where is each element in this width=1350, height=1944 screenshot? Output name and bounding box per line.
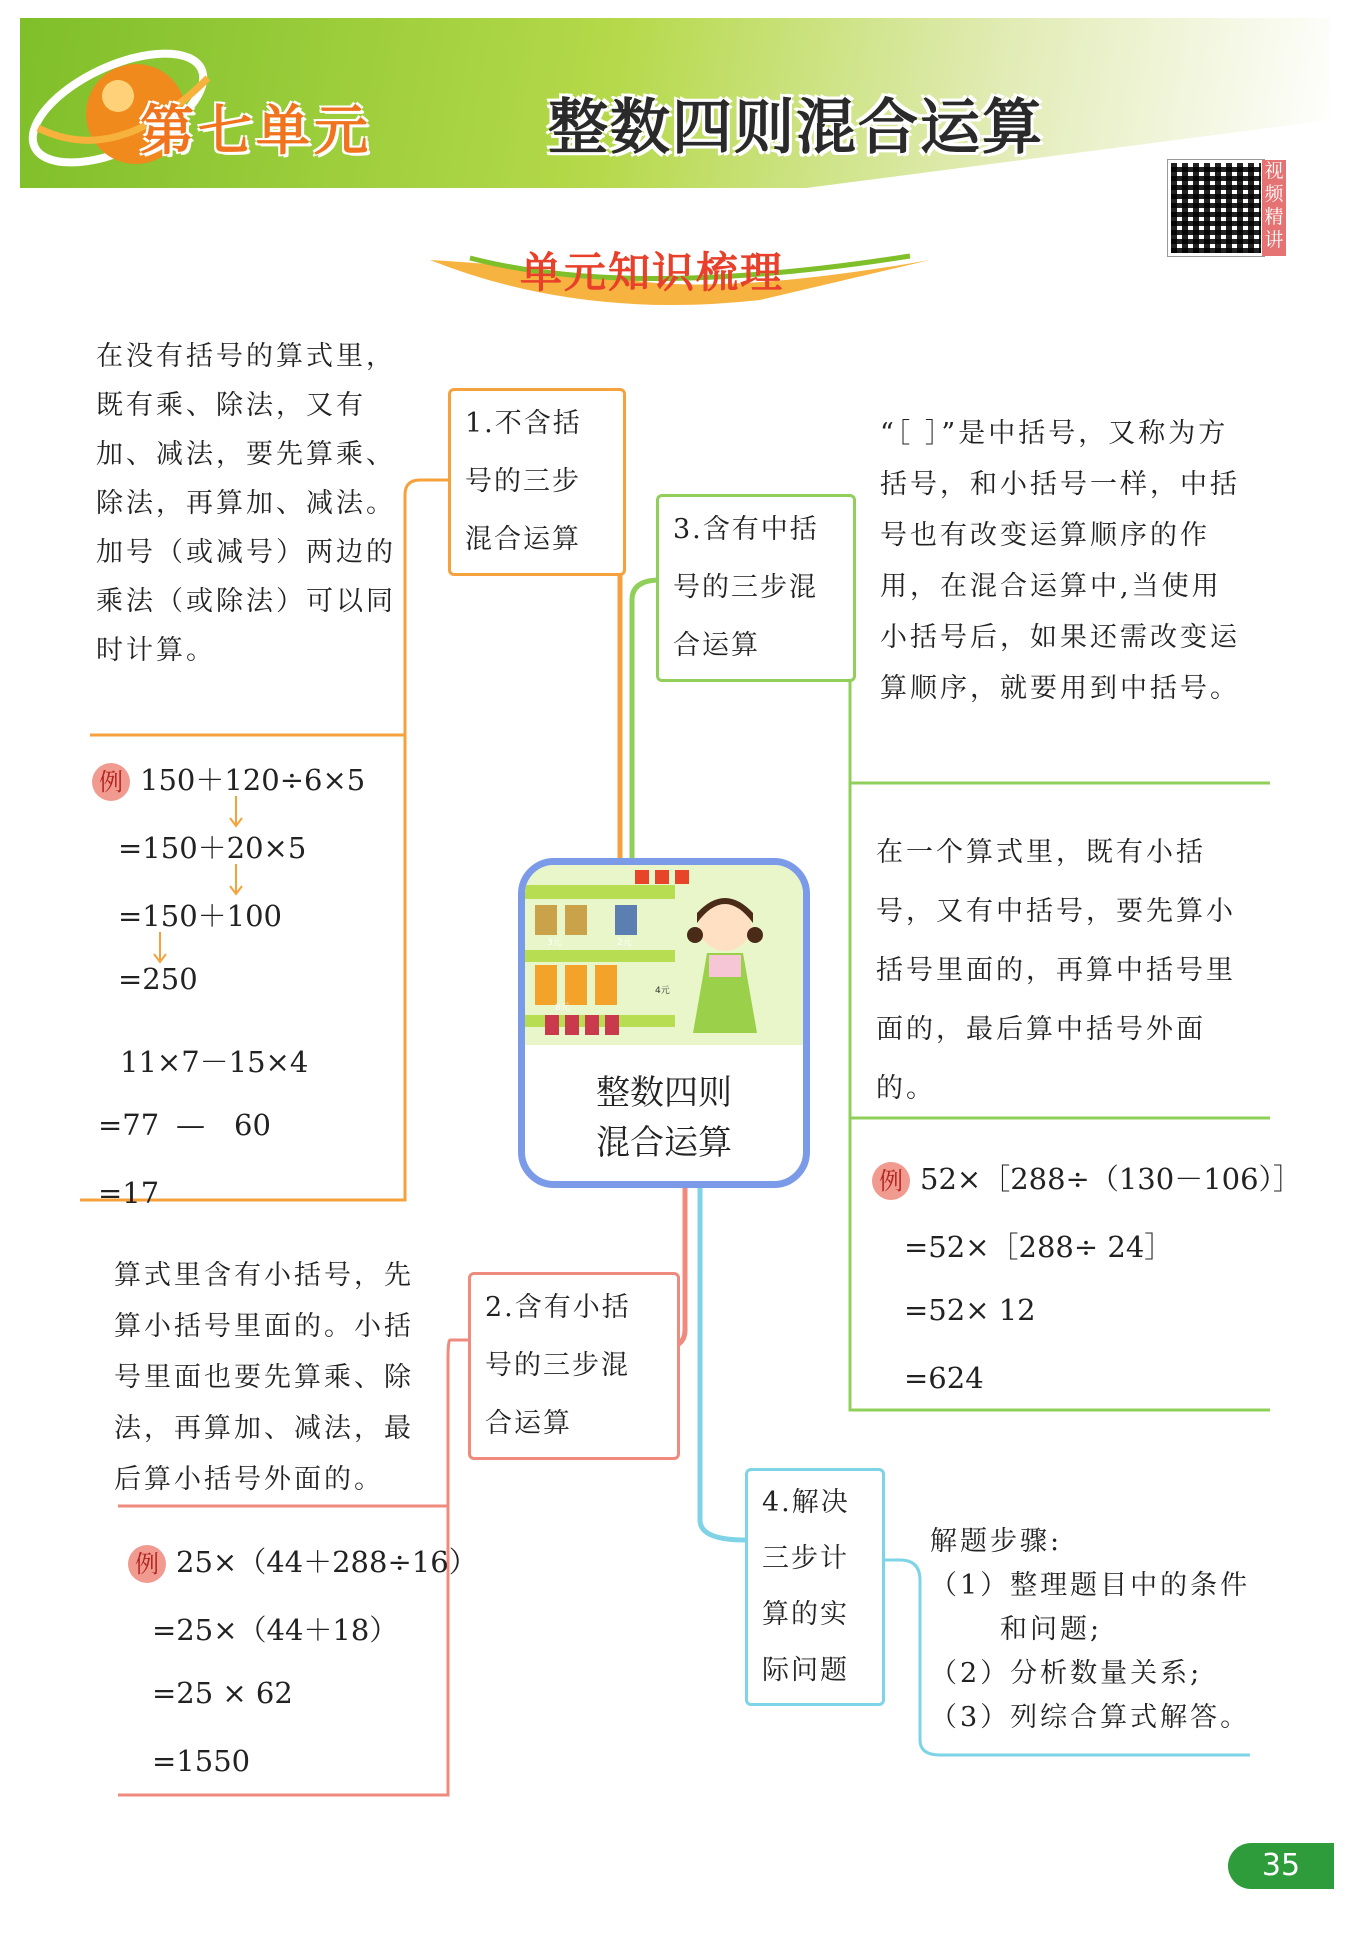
steps-title: 解题步骤: bbox=[930, 1526, 1063, 1557]
node4-steps bbox=[930, 1520, 1270, 1740]
node1-label-line: 号的三步 bbox=[465, 466, 581, 497]
node2-rule-text: 算式里含有小括号，先算小括号里面的。小括号里面也要先算乘、除法，再算加、减法，最后算小括号外面的。 bbox=[114, 1260, 414, 1495]
shop-girl-illustration bbox=[525, 865, 803, 1045]
node3-order-text: 在一个算式里，既有小括号，又有中括号，要先算小括号里面的，再算中括号里面的，最后算中括号外面的。 bbox=[876, 837, 1236, 1104]
node2-example-line-3: =25 × 62 bbox=[152, 1676, 293, 1710]
video-label: 视频精讲 bbox=[1262, 160, 1286, 256]
node4-label-line: 4.解决 bbox=[762, 1487, 850, 1518]
node3-example-line-3: =52× 12 bbox=[904, 1293, 1036, 1327]
node3-example-line-1 bbox=[872, 1157, 1302, 1200]
node1-label-line: 混合运算 bbox=[465, 524, 581, 555]
price-tag: 2元 bbox=[617, 938, 632, 948]
center-title-line-2: 混合运算 bbox=[596, 1123, 732, 1163]
node1-example-1-line-2: =150＋20×5 bbox=[118, 831, 307, 865]
calc-arrows-icon bbox=[150, 780, 300, 980]
node2-example-line-4: =1550 bbox=[152, 1744, 251, 1778]
math-text: 150＋120÷6×5 bbox=[140, 763, 366, 797]
example-badge: 例 bbox=[92, 763, 130, 801]
step-item: （2）分析数量关系; bbox=[930, 1658, 1203, 1689]
section-title: 单元知识梳理 bbox=[520, 248, 785, 297]
step-item: （1）整理题目中的条件 bbox=[930, 1570, 1251, 1601]
node2-label-line: 2.含有小括 bbox=[485, 1292, 631, 1323]
node4-label-line: 算的实 bbox=[762, 1599, 849, 1630]
node1-example-2-final: =17 bbox=[98, 1176, 160, 1210]
price-tag: 8元 bbox=[555, 1003, 570, 1013]
center-topic bbox=[518, 858, 810, 1188]
topic-node-1 bbox=[448, 388, 626, 576]
topic-node-4 bbox=[745, 1468, 885, 1706]
topic-node-2 bbox=[468, 1272, 680, 1460]
node1-example-2-line-1: 11×7－15×4 bbox=[120, 1045, 309, 1079]
node2-example-line-2: =25×（44＋18） bbox=[152, 1613, 399, 1647]
node3-bracket-text: “［ ］”是中括号，又称为方括号，和小括号一样，中括号也有改变运算顺序的作用，在混合运算中,当使用小括号后，如果还需改变运算顺序，就要用到中括号。 bbox=[880, 418, 1240, 704]
node3-example-line-2: =52×［288÷ 24］ bbox=[904, 1230, 1174, 1264]
node1-label-line: 1.不含括 bbox=[465, 408, 582, 439]
node1-rule-text: 在没有括号的算式里，既有乘、除法，又有加、减法，要先算乘、除法，再算加、减法。加号（或减号）两边的乘法（或除法）可以同时计算。 bbox=[96, 341, 396, 666]
node4-label-line: 际问题 bbox=[762, 1655, 849, 1686]
topic-node-3 bbox=[656, 494, 856, 682]
unit-title: 第七单元 bbox=[140, 99, 372, 162]
example-badge: 例 bbox=[128, 1545, 166, 1583]
price-tag: 3元 bbox=[547, 938, 562, 948]
node2-label-line: 号的三步混 bbox=[485, 1350, 630, 1381]
chapter-title: 整数四则混合运算 bbox=[548, 93, 1044, 163]
node1-example-1-line-3: =150＋100 bbox=[118, 899, 283, 933]
step-item: 和问题; bbox=[1000, 1614, 1103, 1645]
node4-label-line: 三步计 bbox=[762, 1543, 849, 1574]
price-tag: 4元 bbox=[655, 986, 670, 996]
math-text: 25×（44＋288÷16） bbox=[176, 1545, 478, 1579]
node3-label-line: 合运算 bbox=[673, 630, 760, 661]
node1-example-2-result-b: 60 bbox=[234, 1108, 271, 1142]
node3-label-line: 号的三步混 bbox=[673, 572, 818, 603]
node1-example-2-minus: — bbox=[176, 1108, 205, 1142]
node1-example-2-result-a: =77 bbox=[98, 1108, 160, 1142]
example-badge: 例 bbox=[872, 1162, 910, 1200]
page-number: 35 bbox=[1228, 1843, 1334, 1889]
center-title-line-1: 整数四则 bbox=[596, 1073, 732, 1113]
node2-label-line: 合运算 bbox=[485, 1408, 572, 1439]
node2-example-line-1 bbox=[128, 1540, 478, 1583]
node3-example-line-4: =624 bbox=[904, 1361, 984, 1395]
step-item: （3）列综合算式解答。 bbox=[930, 1702, 1251, 1733]
math-text: 52×［288÷（130－106）］ bbox=[920, 1162, 1303, 1196]
node3-label-line: 3.含有中括 bbox=[673, 514, 819, 545]
node1-example-1-line-4: =250 bbox=[118, 962, 198, 996]
